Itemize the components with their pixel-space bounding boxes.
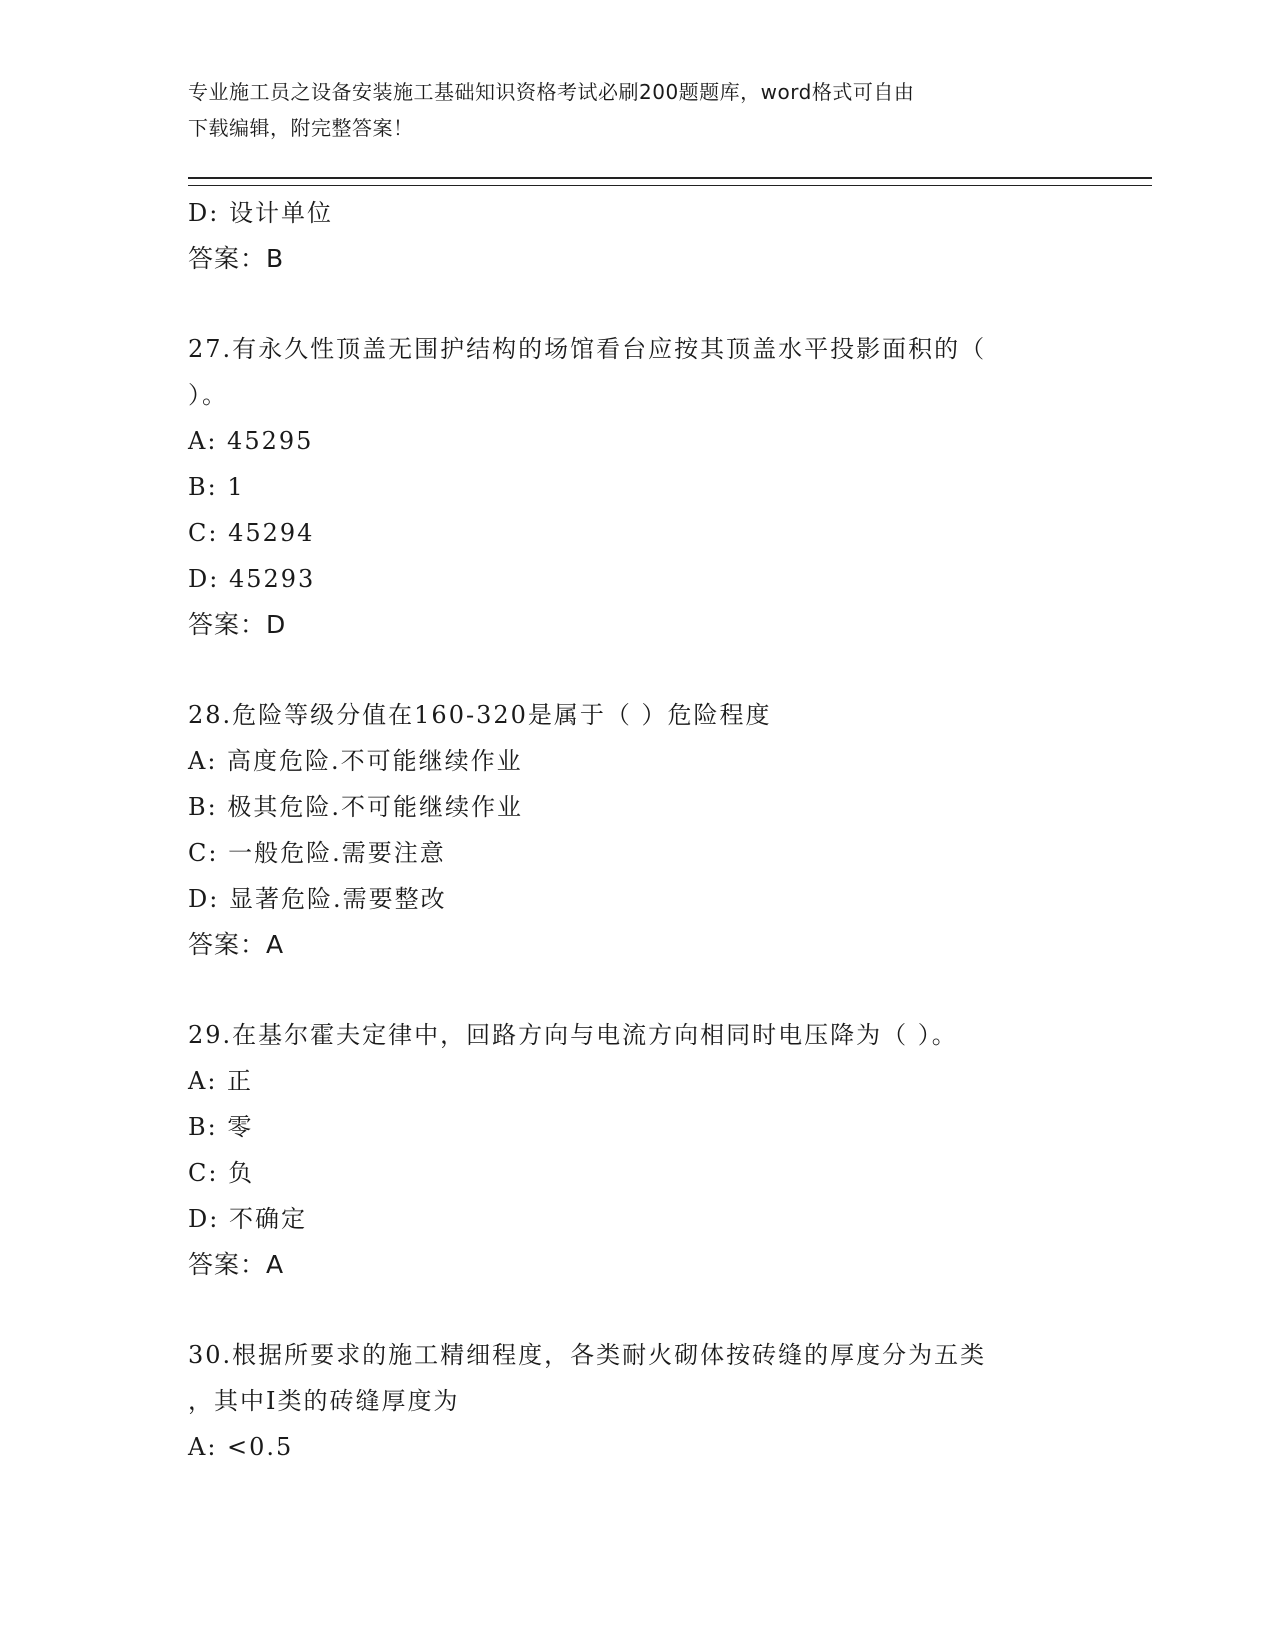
answer: 答案：D	[188, 610, 287, 639]
question-stem-continued: ）。	[188, 381, 228, 409]
answer: 答案：A	[188, 1250, 285, 1279]
question-28	[188, 692, 1068, 968]
question-27	[188, 326, 1068, 648]
header-line-1: 专业施工员之设备安装施工基础知识资格考试必刷200题题库，word格式可自由	[188, 80, 915, 104]
option-a: A: <0.5	[188, 1433, 294, 1461]
option-a: A: 高度危险.不可能继续作业	[188, 747, 523, 775]
question-stem: 27.有永久性顶盖无围护结构的场馆看台应按其顶盖水平投影面积的（	[188, 335, 987, 363]
question-29	[188, 1012, 1068, 1288]
header-divider	[188, 177, 1152, 186]
option-a: A: 正	[188, 1067, 254, 1095]
option-d: D: 设计单位	[188, 199, 333, 227]
question-stem: 28.危险等级分值在160-320是属于（ ）危险程度	[188, 701, 772, 729]
option-d: D: 45293	[188, 565, 316, 593]
question-30	[188, 1332, 1068, 1470]
option-b: B: 1	[188, 473, 245, 501]
question-list	[188, 190, 1068, 1470]
option-a: A: 45295	[188, 427, 314, 455]
option-d: D: 显著危险.需要整改	[188, 885, 447, 913]
option-c: C: 负	[188, 1159, 255, 1187]
option-c: C: 45294	[188, 519, 315, 547]
option-c: C: 一般危险.需要注意	[188, 839, 446, 867]
option-d: D: 不确定	[188, 1205, 307, 1233]
question-stem: 30.根据所要求的施工精细程度，各类耐火砌体按砖缝的厚度分为五类	[188, 1341, 987, 1369]
option-b: B: 零	[188, 1113, 254, 1141]
header-line-2: 下载编辑，附完整答案！	[188, 116, 414, 140]
page-header	[188, 74, 1068, 146]
answer: 答案：B	[188, 244, 285, 273]
option-b: B: 极其危险.不可能继续作业	[188, 793, 523, 821]
question-stem-continued: ，其中I类的砖缝厚度为	[188, 1387, 460, 1415]
answer: 答案：A	[188, 930, 285, 959]
question-stem: 29.在基尔霍夫定律中，回路方向与电流方向相同时电压降为（ ）。	[188, 1021, 958, 1049]
previous-question-tail	[188, 190, 1068, 282]
